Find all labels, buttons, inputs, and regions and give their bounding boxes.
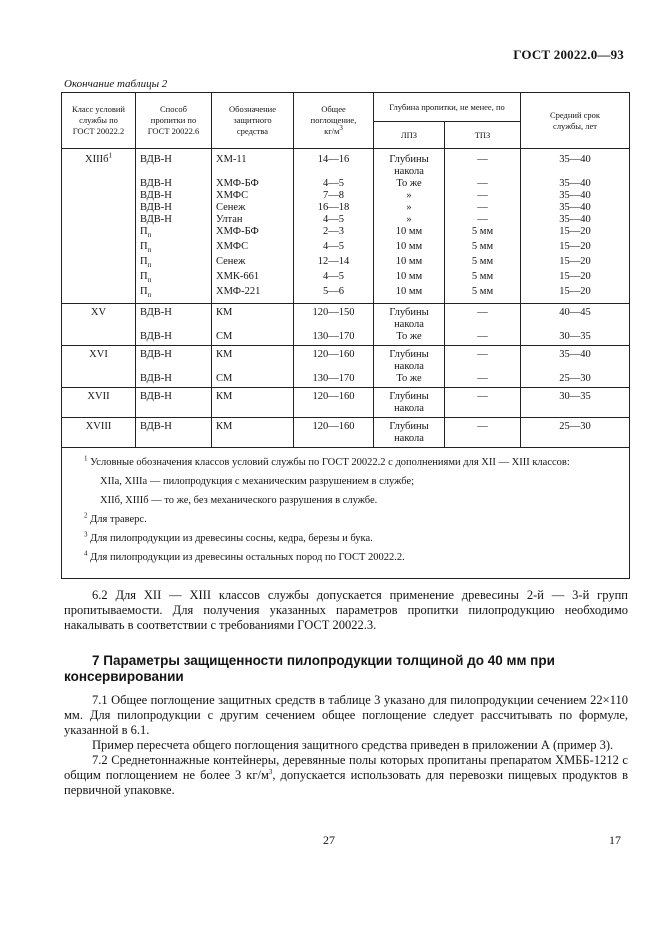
cell-agent: Сенеж [212, 202, 294, 214]
table-row [62, 202, 630, 214]
cell-class [62, 271, 136, 286]
table-caption: Окончание таблицы 2 [64, 78, 168, 90]
paragraph-7-1: 7.1 Общее поглощение защитных средств в таблице 3 указано для пилопродукции сечением 22×110 мм. Для пилопродукции с другим сечением общее поглощение следует рассчитывать по формуле, указанной в 6.1. [64, 693, 628, 737]
cell-service-life: 35—40 [521, 178, 630, 190]
cell-class: XIIIб$^1$ [62, 149, 136, 179]
cell-absorption: 4—5 [294, 241, 374, 256]
cell-tpz: — [445, 418, 521, 448]
cell-absorption: 120—160 [294, 346, 374, 374]
cell-absorption: 130—170 [294, 373, 374, 388]
cell-absorption: 4—5 [294, 178, 374, 190]
footnote-2: $^2$ Для траверс. [84, 511, 147, 526]
cell-class [62, 373, 136, 388]
cell-absorption: 12—14 [294, 256, 374, 271]
header-service-life: Средний срок службы, лет [521, 93, 630, 149]
cell-class [62, 331, 136, 346]
cell-service-life: 35—40 [521, 190, 630, 202]
cell-service-life: 25—30 [521, 418, 630, 448]
cell-service-life: 15—20 [521, 271, 630, 286]
cell-lpz: » [374, 202, 445, 214]
cell-class: XVII [62, 388, 136, 418]
table-footnotes [62, 448, 630, 579]
table-body [62, 149, 630, 448]
document-code: ГОСТ 20022.0—93 [513, 47, 624, 62]
cell-tpz: — [445, 178, 521, 190]
cell-tpz: — [445, 388, 521, 418]
cell-agent: КМ [212, 418, 294, 448]
cell-lpz: Глубины накола [374, 418, 445, 448]
impregnation-table [61, 92, 630, 579]
cell-tpz: 5 мм [445, 226, 521, 241]
cell-tpz: — [445, 202, 521, 214]
cell-lpz: 10 мм [374, 241, 445, 256]
cell-lpz: Глубины накола [374, 388, 445, 418]
cell-tpz: 5 мм [445, 286, 521, 304]
cell-tpz: — [445, 149, 521, 179]
cell-class: XVIII [62, 418, 136, 448]
table-row [62, 149, 630, 179]
cell-absorption: 16—18 [294, 202, 374, 214]
table-row [62, 190, 630, 202]
cell-class [62, 286, 136, 304]
cell-service-life: 15—20 [521, 241, 630, 256]
cell-service-life: 40—45 [521, 304, 630, 332]
table-row [62, 373, 630, 388]
footnote-4: $^4$ Для пилопродукции из древесины остальных пород по ГОСТ 20022.2. [84, 549, 405, 564]
cell-class [62, 202, 136, 214]
cell-tpz: — [445, 373, 521, 388]
cell-class: XVI [62, 346, 136, 374]
cell-service-life: 35—40 [521, 214, 630, 226]
cell-tpz: 5 мм [445, 271, 521, 286]
cell-method: ВДВ-Н [136, 373, 212, 388]
cell-tpz: — [445, 346, 521, 374]
table-row [62, 304, 630, 332]
cell-absorption: 14—16 [294, 149, 374, 179]
cell-agent: КМ [212, 304, 294, 332]
cell-agent: ХМ-11 [212, 149, 294, 179]
cell-lpz: 10 мм [374, 256, 445, 271]
cell-absorption: 120—160 [294, 418, 374, 448]
cell-agent: СМ [212, 373, 294, 388]
cell-lpz: » [374, 214, 445, 226]
cell-class [62, 178, 136, 190]
header-depth-group: Глубина пропитки, не менее, по [374, 93, 521, 122]
cell-service-life: 35—40 [521, 149, 630, 179]
cell-service-life: 35—40 [521, 202, 630, 214]
cell-absorption: 120—150 [294, 304, 374, 332]
cell-lpz: Глубины накола [374, 149, 445, 179]
cell-class [62, 256, 136, 271]
table-row [62, 271, 630, 286]
cell-agent: Сенеж [212, 256, 294, 271]
footnote-3: $^3$ Для пилопродукции из древесины сосны, кедра, березы и бука. [84, 530, 373, 545]
cell-absorption: 7—8 [294, 190, 374, 202]
table-row [62, 346, 630, 374]
cell-method: ВДВ-Н [136, 346, 212, 374]
cell-tpz: — [445, 190, 521, 202]
cell-absorption: 2—3 [294, 226, 374, 241]
cell-agent: ХМК-661 [212, 271, 294, 286]
cell-absorption: 4—5 [294, 271, 374, 286]
cell-tpz: — [445, 331, 521, 346]
cell-agent: ХМФ-БФ [212, 226, 294, 241]
cell-agent: ХМФС [212, 241, 294, 256]
cell-class: XV [62, 304, 136, 332]
cell-lpz: Глубины накола [374, 346, 445, 374]
table-row [62, 286, 630, 304]
cell-absorption: 5—6 [294, 286, 374, 304]
paragraph-6-2-block [64, 588, 628, 633]
cell-agent: КМ [212, 388, 294, 418]
cell-class [62, 226, 136, 241]
cell-agent: ХМФ-БФ [212, 178, 294, 190]
cell-class [62, 214, 136, 226]
cell-agent: ХМФ-221 [212, 286, 294, 304]
cell-lpz: 10 мм [374, 271, 445, 286]
table-row [62, 241, 630, 256]
cell-agent: Ултан [212, 214, 294, 226]
cell-method: ВДВ-Н [136, 214, 212, 226]
cell-service-life: 25—30 [521, 373, 630, 388]
section-7-title: 7 Параметры защищенности пилопродукции толщиной до 40 мм при консервировании [64, 653, 555, 684]
header-tpz: ТПЗ [445, 122, 521, 149]
cell-class [62, 241, 136, 256]
cell-service-life: 15—20 [521, 286, 630, 304]
cell-agent: СМ [212, 331, 294, 346]
cell-method: $П_п$ [136, 271, 212, 286]
cell-method: ВДВ-Н [136, 388, 212, 418]
cell-agent: ХМФС [212, 190, 294, 202]
paragraph-7-1-example: Пример пересчета общего поглощения защитного средства приведен в приложении А (пример 3). [92, 738, 614, 752]
cell-method: ВДВ-Н [136, 304, 212, 332]
header-method: Способ пропитки по ГОСТ 20022.6 [136, 93, 212, 149]
cell-lpz: То же [374, 178, 445, 190]
cell-class [62, 190, 136, 202]
cell-method: ВДВ-Н [136, 418, 212, 448]
cell-method: $П_п$ [136, 286, 212, 304]
cell-service-life: 15—20 [521, 226, 630, 241]
footnote-1a: XIIа, XIIIа — пилопродукция с механическим разрушением в службе; [100, 476, 415, 488]
cell-absorption: 4—5 [294, 214, 374, 226]
cell-service-life: 15—20 [521, 256, 630, 271]
cell-absorption: 130—170 [294, 331, 374, 346]
cell-lpz: Глубины накола [374, 304, 445, 332]
table-row [62, 226, 630, 241]
cell-agent: КМ [212, 346, 294, 374]
cell-method: ВДВ-Н [136, 190, 212, 202]
cell-method: ВДВ-Н [136, 178, 212, 190]
cell-method: ВДВ-Н [136, 149, 212, 179]
cell-method: $П_п$ [136, 256, 212, 271]
table-row [62, 214, 630, 226]
table-row [62, 256, 630, 271]
header-total-absorption: Общее поглощение, $кг/м^3$ [294, 93, 374, 149]
paragraph-7-2: 7.2 Среднетоннажные контейнеры, деревянные полы которых пропитаны препаратом ХМББ-1212 с общим поглощением не более 3 $кг/м^3$, допускается использовать для перевозки пищевых продуктов в первичной упаковке. [64, 753, 628, 797]
cell-method: ВДВ-Н [136, 202, 212, 214]
cell-lpz: То же [374, 331, 445, 346]
cell-lpz: 10 мм [374, 226, 445, 241]
cell-tpz: — [445, 214, 521, 226]
table-row [62, 178, 630, 190]
cell-lpz: » [374, 190, 445, 202]
cell-tpz: 5 мм [445, 256, 521, 271]
header-class: Класс условий службы по ГОСТ 20022.2 [62, 93, 136, 149]
table-row [62, 418, 630, 448]
cell-tpz: — [445, 304, 521, 332]
cell-service-life: 35—40 [521, 346, 630, 374]
cell-lpz: 10 мм [374, 286, 445, 304]
footnote-1b: XIIб, XIIIб — то же, без механического разрушения в службе. [100, 495, 378, 507]
section-7-body [64, 693, 628, 798]
paragraph-6-2: 6.2 Для XII — XIII классов службы допускается применение древесины 2-й — 3-й групп пропитываемости. Для получения указанных параметров пропитки пилопродукцию необходимо накалывать в соответствии с требованиями ГОСТ 20022.3. [64, 588, 628, 632]
cell-lpz: То же [374, 373, 445, 388]
cell-method: ВДВ-Н [136, 331, 212, 346]
table-header [62, 93, 630, 149]
footnote-1: $^1$ Условные обозначения классов условий службы по ГОСТ 20022.2 с дополнениями для XII — XIII классов: [84, 454, 570, 469]
cell-service-life: 30—35 [521, 331, 630, 346]
cell-service-life: 30—35 [521, 388, 630, 418]
cell-tpz: 5 мм [445, 241, 521, 256]
page-number-right: 17 [609, 833, 621, 847]
cell-absorption: 120—160 [294, 388, 374, 418]
cell-method: $П_п$ [136, 226, 212, 241]
header-agent: Обозначение защитного средства [212, 93, 294, 149]
cell-method: $П_п$ [136, 241, 212, 256]
table-row [62, 388, 630, 418]
table-row [62, 331, 630, 346]
page-number-center: 27 [323, 833, 335, 847]
header-lpz: ЛПЗ [374, 122, 445, 149]
